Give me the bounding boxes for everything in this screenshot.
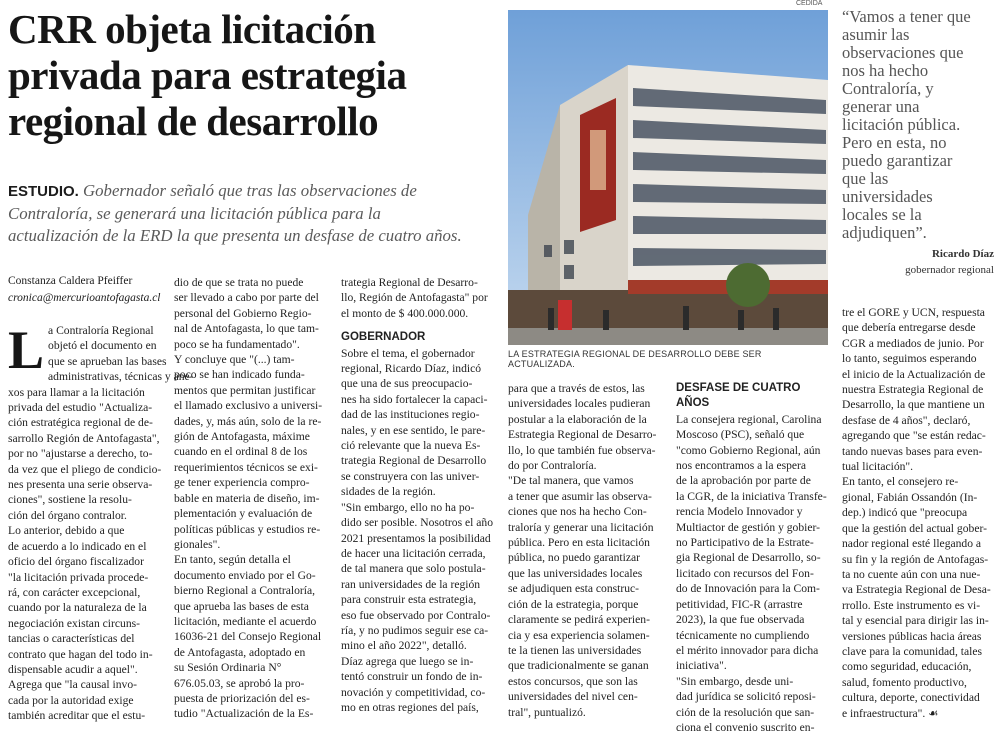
article-column-6 xyxy=(842,305,994,721)
column-line: ran universidades de la región xyxy=(341,577,481,591)
column-line: claramente se pedirá experien- xyxy=(508,613,650,627)
column-line: dades, y, más aún, solo de la re- xyxy=(174,414,322,428)
column-line: En tanto, el consejero re- xyxy=(842,475,959,489)
column-line: que tradicionalmente se ganan xyxy=(508,659,649,673)
quote-line: licitación pública. xyxy=(842,115,961,134)
column-line: ser llevado a cabo por parte del xyxy=(174,291,319,305)
quote-line: Contraloría, y xyxy=(842,79,934,98)
column-line: poco se ha fundamentado". xyxy=(174,337,300,351)
quote-line: generar una xyxy=(842,97,920,116)
article-column-3 xyxy=(341,275,493,715)
column-line: el inicio de la Actualización de xyxy=(842,367,986,381)
column-line: plementación y evaluación de xyxy=(174,507,313,521)
column-line: para que a través de estos, las xyxy=(508,382,645,395)
column-line: que aprueba las bases de esta xyxy=(174,599,309,613)
column-line: nes ha sido fortalecer la capaci- xyxy=(341,392,488,406)
author-email: cronica@mercurioantofagasta.cl xyxy=(8,292,161,304)
column-line: de tal manera que solo postula- xyxy=(341,562,486,576)
column-line: ge tener experiencia compro- xyxy=(174,476,310,490)
column-line: ciones que nos ha hecho Con- xyxy=(508,505,647,519)
quote-author-role: gobernador regional xyxy=(905,264,994,276)
column-line: cuando en el ordinal 8 de los xyxy=(174,445,308,459)
column-line: llo, Región de Antofagasta" por xyxy=(341,291,488,305)
column-line: su fin y la región de Antofagas- xyxy=(842,552,989,566)
headline xyxy=(8,6,498,144)
column-line: Desarrollo, la que mantiene un xyxy=(842,398,985,412)
column-line: do por Contraloría. xyxy=(508,459,597,473)
column-line: cia y esa experiencia solamen- xyxy=(508,628,650,642)
column-line: xos para llamar a la licitación xyxy=(8,385,145,399)
column-line: el llamado exclusivo a universi- xyxy=(174,399,323,413)
column-line: 676.05.03, se aprobó la pro- xyxy=(174,676,305,690)
column-line: En tanto, según detalla el xyxy=(174,553,291,567)
column-line: de hacer una licitación cerrada, xyxy=(341,546,486,560)
column-line: gionales". xyxy=(174,537,221,551)
column-line: e infraestructura". ☙ xyxy=(842,706,939,720)
column-line: contrato que hagan del todo in- xyxy=(8,647,153,661)
column-line: dio de que se trata no puede xyxy=(174,276,304,289)
author-name: Constanza Caldera Pfeiffer xyxy=(8,275,133,287)
column-line: 16036-21 del Consejo Regional xyxy=(174,630,322,644)
article-column-2 xyxy=(174,275,326,722)
column-line: para construir esta estrategia, xyxy=(341,593,477,607)
column-line: trategia Regional de Desarro- xyxy=(341,276,478,289)
quote-line: universidades xyxy=(842,187,933,206)
column-line: postular a la elaboración de la xyxy=(508,412,647,426)
column-line: por no "ajustarse a derecho, to- xyxy=(8,447,153,461)
column-line: versiones públicas hacia áreas xyxy=(842,629,982,643)
column-line: licitado con recursos del Fon- xyxy=(676,566,814,580)
column-line: Sobre el tema, el gobernador xyxy=(341,346,475,360)
column-line: estos concursos, que son las xyxy=(508,674,638,688)
column-line: dad de las instituciones regio- xyxy=(341,408,480,422)
column-line: da vez que el pliego de condicio- xyxy=(8,462,162,476)
quote-line: Pero en esta, no xyxy=(842,133,947,152)
article-column-1 xyxy=(8,320,194,724)
quote-line: asumir las xyxy=(842,25,910,44)
column-line: se adjudiquen esta construc- xyxy=(508,582,640,596)
column-line: dad jurídica se solicitó reposi- xyxy=(676,690,816,704)
column-line: traloría y generar una licitación xyxy=(508,520,654,534)
column-line: 2023), la que fue observada xyxy=(676,613,805,627)
column-line: como seguridad, educación, xyxy=(842,660,972,674)
column-line: mo en otras regiones del país, xyxy=(341,700,479,714)
column-line: tual licitación". xyxy=(842,460,914,474)
column-line: administrativas, técnicas y ane- xyxy=(48,370,194,384)
column-line: ció relevante que la nueva Es- xyxy=(341,439,481,453)
quote-line: “Vamos a tener que xyxy=(842,7,971,26)
quote-line: observaciones que xyxy=(842,43,964,62)
column-line: trategia Regional de Desarrollo xyxy=(341,454,487,468)
column-line: "De tal manera, que vamos xyxy=(508,474,634,488)
column-line: bable en materia de diseño, im- xyxy=(174,491,320,505)
column-line: bierno Regional a Contraloría, xyxy=(174,584,316,598)
column-line: Díaz agrega que luego se in- xyxy=(341,654,474,668)
photo-caption: LA ESTRATEGIA REGIONAL DE DESARROLLO DEBE SER ACTUALIZADA. xyxy=(508,349,762,369)
column-line: "Sin embargo, desde uni- xyxy=(676,674,794,688)
column-line: también acreditar que el estu- xyxy=(8,709,146,723)
column-line: a tener que asumir las observa- xyxy=(508,489,652,503)
column-line: requerimientos técnicos se exi- xyxy=(174,460,318,474)
quote-line: locales se la xyxy=(842,205,922,224)
column-line: regional, Ricardo Díaz, indicó xyxy=(341,362,482,376)
column-line: ta no cuente aún con una nue- xyxy=(842,567,981,581)
column-line: "Sin embargo, ello no ha po- xyxy=(341,500,475,514)
column-line: CGR a mediados de junio. Por xyxy=(842,336,984,350)
column-line: la CGR, de la iniciativa Transfe- xyxy=(676,489,827,503)
column-line: rencia Modelo Innovador y xyxy=(676,505,803,519)
column-line: 2021 presentamos la posibilidad xyxy=(341,531,491,545)
column-line: que las universidades locales xyxy=(508,566,643,580)
column-line: puesta de priorización del es- xyxy=(174,691,310,705)
column-line: sarrollo Región de Antofagasta", xyxy=(8,431,160,445)
column-line: políticas públicas y estudios re- xyxy=(174,522,321,536)
quote-line: nos ha hecho xyxy=(842,61,929,80)
column-line: nos encontramos a la espera xyxy=(676,459,807,473)
quote-line: puedo garantizar xyxy=(842,151,953,170)
column-line: universidades del nivel cen- xyxy=(508,690,638,704)
column-line: gión de Antofagasta, máxime xyxy=(174,430,310,444)
column-line: privada del estudio "Actualiza- xyxy=(8,401,153,415)
column-line: ciona el convenio suscrito en- xyxy=(676,720,815,734)
column-line: "la licitación privada procede- xyxy=(8,570,149,584)
column-line: te la tienen las universidades xyxy=(508,643,642,657)
column-line: universidades locales pudieran xyxy=(508,397,651,411)
pull-quote xyxy=(842,8,997,242)
column-line: ción del órgano contralor. xyxy=(8,508,127,522)
column-line: a Contraloría Regional xyxy=(48,324,154,337)
column-line: iniciativa". xyxy=(676,659,727,673)
quote-attribution xyxy=(842,246,994,278)
column-line: tando nuevas bases para even- xyxy=(842,444,983,458)
column-line: que se aprueban las bases xyxy=(48,354,167,368)
column-line: mentos que permitan justificar xyxy=(174,383,316,397)
column-line: clave para la comunidad, tales xyxy=(842,644,983,658)
column-line: ciones", sostiene la resolu- xyxy=(8,493,132,507)
column-line: técnicamente no cumpliendo xyxy=(676,628,810,642)
drop-cap: L xyxy=(8,320,45,380)
headline-line: privada para estrategia xyxy=(8,52,407,98)
column-line: oficio del órgano fiscalizador xyxy=(8,555,144,569)
column-line: que la gestión del actual gober- xyxy=(842,521,987,535)
column-line: gia Regional de Desarrollo, so- xyxy=(676,551,821,565)
column-line: agregando que "se están redac- xyxy=(842,429,986,443)
headline-line: CRR objeta licitación xyxy=(8,6,376,52)
column-line: tre el GORE y UCN, respuesta xyxy=(842,306,985,319)
column-line: salud, fomento productivo, xyxy=(842,675,967,689)
lead-line: Gobernador señaló que tras las observaciones de xyxy=(83,181,417,200)
column-line: dep.) indicó que "preocupa xyxy=(842,506,968,520)
photo-credit: CEDIDA xyxy=(796,0,823,7)
column-line: ría, y no pudimos seguir ese ca- xyxy=(341,623,489,637)
column-line: cuando por la naturaleza de la xyxy=(8,601,147,615)
column-line: ción estratégica regional de de- xyxy=(8,416,153,430)
column-line: de Antofagasta, adoptado en xyxy=(174,645,306,659)
column-line: La consejera regional, Carolina xyxy=(676,412,822,426)
column-line: objetó el documento en xyxy=(48,339,157,353)
column-line: rá, con carácter excepcional, xyxy=(8,585,141,599)
column-line: gional, Fabián Ossandón (In- xyxy=(842,490,978,504)
column-line: tancias o características del xyxy=(8,632,135,646)
column-line: ción de la estrategia, porque xyxy=(508,597,639,611)
column-line: llo, lo que también fue observa- xyxy=(508,443,656,457)
column-line: que una de sus preocupacio- xyxy=(341,377,473,391)
byline xyxy=(8,273,161,307)
column-line: tentó construir un fondo de in- xyxy=(341,670,483,684)
building-photo xyxy=(508,10,828,345)
column-line: sidades de la región. xyxy=(341,485,436,499)
column-line: el monto de $ 400.000.000. xyxy=(341,306,469,320)
column-line: poco se han indicado funda- xyxy=(174,368,305,382)
column-line: nuestra Estrategia Regional de xyxy=(842,383,984,397)
column-line: nal de Antofagasta, lo que tam- xyxy=(174,322,319,336)
column-line: licitación, mediante el acuerdo xyxy=(174,614,317,628)
column-line: tal y esencial para dirigir las in- xyxy=(842,614,989,628)
lead-label: ESTUDIO. xyxy=(8,183,79,200)
lead-line: actualización de la ERD la que presenta un desfase de cuatro años. xyxy=(8,226,462,245)
quote-author: Ricardo Díaz xyxy=(931,248,994,260)
article-column-5 xyxy=(676,381,828,735)
column-line: no Participativo de la Estrate- xyxy=(676,536,814,550)
lead-line: Contraloría, se generará una licitación pública para la xyxy=(8,204,381,223)
quote-line: que las xyxy=(842,169,889,188)
column-line: desfase de 4 años", declaró, xyxy=(842,413,971,427)
column-line: lo tanto, seguimos esperando xyxy=(842,352,977,366)
column-line: mino el año 2022", detalló. xyxy=(341,639,467,653)
column-line: Estrategia Regional de Desarro- xyxy=(508,428,657,442)
column-line: Agrega que "la causal invo- xyxy=(8,678,137,692)
lead-paragraph xyxy=(8,180,498,247)
column-line: Y concluye que "(...) tam- xyxy=(174,353,295,367)
column-line: nador regional esté llegando a xyxy=(842,537,982,551)
column-line: Moscoso (PSC), señaló que xyxy=(676,428,805,442)
column-line: do de Innovación para la Com- xyxy=(676,582,820,596)
headline-line: regional de desarrollo xyxy=(8,98,379,144)
column-line: el mérito innovador para dicha xyxy=(676,643,819,657)
column-line: rrollo. Este instrumento es vi- xyxy=(842,598,981,612)
column-line: cultura, deporte, conectividad xyxy=(842,691,980,705)
column-line: novación y competitividad, co- xyxy=(341,685,486,699)
column-line: dispensable acudir a aquel". xyxy=(8,662,138,676)
column-line: negociación existan circuns- xyxy=(8,616,140,630)
column-line: Lo anterior, debido a que xyxy=(8,524,125,538)
column-line: de acuerdo a lo indicado en el xyxy=(8,539,147,553)
column-line: dido ser posible. Nosotros el año xyxy=(341,516,493,530)
column-line: pública. Pero en esta licitación xyxy=(508,536,650,550)
column-line: tudio "Actualización de la Es- xyxy=(174,707,314,721)
column-line: personal del Gobierno Regio- xyxy=(174,306,312,320)
column-line: eso fue observado por Contralo- xyxy=(341,608,491,622)
quote-line: adjudiquen”. xyxy=(842,223,927,242)
subheading-desfase: DESFASE DE CUATRO AÑOS xyxy=(676,382,801,410)
column-line: documento enviado por el Go- xyxy=(174,568,316,582)
column-line: cada por la autoridad exige xyxy=(8,693,134,707)
column-line: de la aprobación por parte de xyxy=(676,474,811,488)
column-line: nales, y en ese sentido, le pare- xyxy=(341,423,486,437)
column-line: va Estrategia Regional de Desa- xyxy=(842,583,991,597)
column-line: se construyera con las univer- xyxy=(341,469,480,483)
column-line: pública, no puedo garantizar xyxy=(508,551,640,565)
column-line: "como Gobierno Regional, aún xyxy=(676,443,821,457)
building-illustration xyxy=(508,10,828,345)
column-line: su Sesión Ordinaria N° xyxy=(174,661,282,675)
column-line: nes presenta una serie observa- xyxy=(8,478,153,492)
column-line: petitividad, FIC-R (arrastre xyxy=(676,597,803,611)
article-column-4 xyxy=(508,381,660,720)
subheading-gobernador: GOBERNADOR xyxy=(341,331,426,344)
column-line: ción de la resolución que san- xyxy=(676,705,815,719)
column-line: tral", puntualizó. xyxy=(508,705,586,719)
column-line: que debería entregarse desde xyxy=(842,321,976,335)
column-line: Multiactor de gestión y gobier- xyxy=(676,520,821,534)
